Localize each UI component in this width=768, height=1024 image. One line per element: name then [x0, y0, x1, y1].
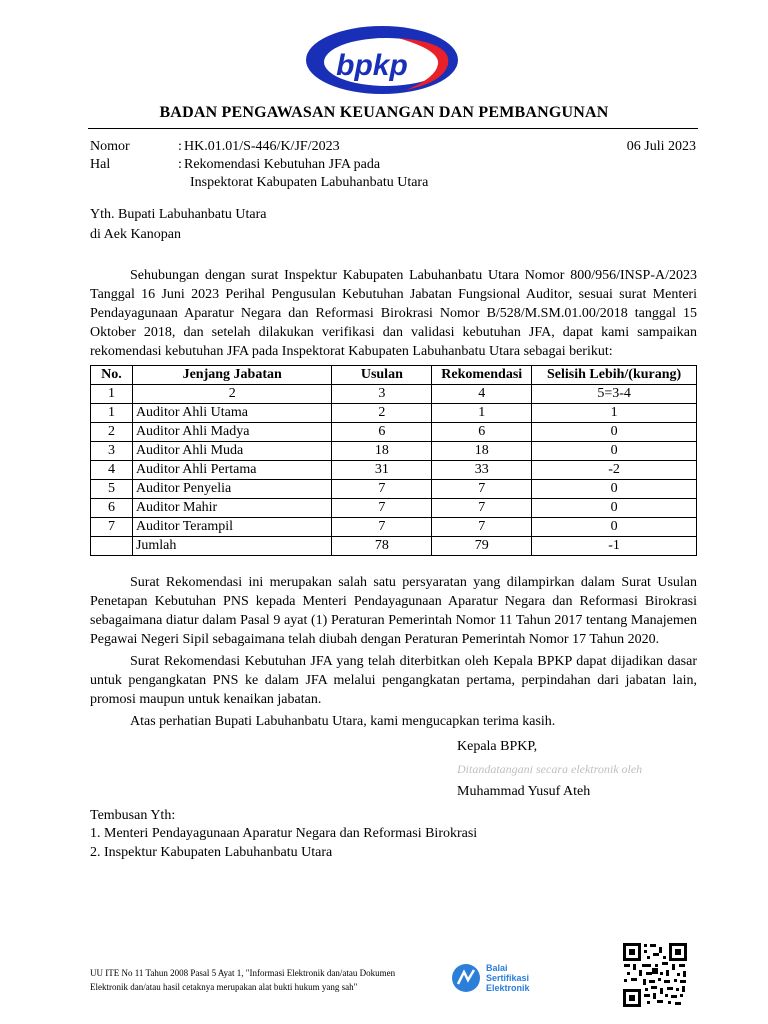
nomor-value: HK.01.01/S-446/K/JF/2023 — [184, 139, 340, 154]
cell-jenjang: Auditor Ahli Madya — [132, 423, 332, 442]
cc-item: 1. Menteri Pendayagunaan Aparatur Negara dan Reformasi Birokrasi — [90, 826, 478, 841]
table-row — [91, 404, 697, 423]
table-row — [91, 423, 697, 442]
cell-no: 2 — [91, 423, 133, 442]
cell-jenjang: Auditor Penyelia — [132, 480, 332, 499]
cc-heading: Tembusan Yth: — [90, 808, 176, 823]
header-jenjang: Jenjang Jabatan — [132, 366, 332, 385]
hal-value-line2: Inspektorat Kabupaten Labuhanbatu Utara — [190, 175, 429, 190]
table-row — [91, 480, 697, 499]
cell-no: 4 — [91, 461, 133, 480]
index-cell: 2 — [132, 385, 332, 404]
bse-logo — [448, 960, 558, 1000]
table-row — [91, 442, 697, 461]
cell-jenjang: Auditor Ahli Pertama — [132, 461, 332, 480]
cell-rekomendasi: 7 — [432, 480, 532, 499]
paragraph-usage: Surat Rekomendasi Kebutuhan JFA yang telah diterbitkan oleh Kepala BPKP dapat dijadikan dasar untuk pengangkatan PNS ke dalam JFA melalui pengangkatan pertama, perpindahan dari jabatan lain, promosi maupun untuk kenaikan jabatan. — [90, 654, 697, 707]
bse-label-3: Elektronik — [486, 983, 530, 993]
total-no — [91, 537, 133, 556]
table-index-row — [91, 385, 697, 404]
header-divider — [88, 128, 698, 129]
bse-label-1: Balai — [486, 963, 508, 973]
cell-selisih: 0 — [532, 518, 697, 537]
cell-jenjang: Auditor Ahli Utama — [132, 404, 332, 423]
cell-no: 7 — [91, 518, 133, 537]
paragraph-requirement: Surat Rekomendasi ini merupakan salah satu persyaratan yang dilampirkan dalam Surat Usulan Penetapan Kebutuhan PNS kepada Menteri Pendayagunaan Aparatur Negara dan Reformasi Birokrasi sebagaimana diatur dalam Pasal 9 ayat (1) Peraturan Pemerintah Nomor 11 Tahun 2017 tentang Manajemen Pegawai Negeri Sipil sebagaimana telah diubah dengan Peraturan Pemerintah Nomor 17 Tahun 2020. — [90, 575, 697, 647]
cell-rekomendasi: 7 — [432, 499, 532, 518]
recipient-line1: Yth. Bupati Labuhanbatu Utara — [90, 207, 267, 222]
cell-usulan: 7 — [332, 518, 432, 537]
cell-selisih: 0 — [532, 480, 697, 499]
cc-item: 2. Inspektur Kabupaten Labuhanbatu Utara — [90, 845, 333, 860]
cell-rekomendasi: 7 — [432, 518, 532, 537]
cell-jenjang: Auditor Ahli Muda — [132, 442, 332, 461]
hal-label: Hal — [90, 157, 111, 172]
table-header-row — [91, 366, 697, 385]
paragraph-intro: Sehubungan dengan surat Inspektur Kabupaten Labuhanbatu Utara Nomor 800/956/INSP-A/2023 Tanggal 16 Juni 2023 Perihal Pengusulan Kebutuhan Jabatan Fungsional Auditor, sesuai surat Menteri Pendayagunaan Aparatur Negara dan Reformasi Birokrasi Nomor B/528/M.SM.01.00/2018 tanggal 15 Oktober 2018, dan setelah dilakukan verifikasi dan validasi kebutuhan JFA, dapat kami sampaikan rekomendasi kebutuhan JFA pada Inspektorat Kabupaten Labuhanbatu Utara sebagai berikut: — [90, 268, 697, 359]
header-rekomendasi: Rekomendasi — [432, 366, 532, 385]
e-signature-note: Ditandatangani secara elektronik oleh — [457, 762, 643, 776]
header-selisih: Selisih Lebih/(kurang) — [532, 366, 697, 385]
signature-title: Kepala BPKP, — [457, 739, 538, 754]
cell-selisih: 0 — [532, 442, 697, 461]
nomor-label: Nomor — [90, 139, 130, 154]
cell-usulan: 2 — [332, 404, 432, 423]
cell-jenjang: Auditor Mahir — [132, 499, 332, 518]
bpkp-logo — [302, 20, 462, 102]
total-rekomendasi: 79 — [432, 537, 532, 556]
paragraph-closing: Atas perhatian Bupati Labuhanbatu Utara, kami mengucapkan terima kasih. — [130, 714, 556, 729]
agency-name: BADAN PENGAWASAN KEUANGAN DAN PEMBANGUNAN — [159, 104, 609, 121]
cell-usulan: 31 — [332, 461, 432, 480]
cell-usulan: 7 — [332, 499, 432, 518]
table-row — [91, 461, 697, 480]
bse-label-2: Sertifikasi — [486, 973, 530, 983]
cell-selisih: -2 — [532, 461, 697, 480]
hal-colon: : — [178, 157, 182, 172]
index-cell: 3 — [332, 385, 432, 404]
footer-legal-line1: UU ITE No 11 Tahun 2008 Pasal 5 Ayat 1, "Informasi Elektronik dan/atau Dokumen — [90, 968, 396, 978]
cell-selisih: 0 — [532, 423, 697, 442]
index-cell: 4 — [432, 385, 532, 404]
index-cell: 1 — [91, 385, 133, 404]
index-cell: 5=3-4 — [532, 385, 697, 404]
logo-text: bpkp — [336, 49, 408, 82]
cell-no: 3 — [91, 442, 133, 461]
cell-usulan: 7 — [332, 480, 432, 499]
cell-rekomendasi: 33 — [432, 461, 532, 480]
table-row — [91, 499, 697, 518]
cell-selisih: 1 — [532, 404, 697, 423]
jfa-table — [90, 365, 697, 556]
total-label: Jumlah — [132, 537, 332, 556]
cell-usulan: 18 — [332, 442, 432, 461]
signatory-name: Muhammad Yusuf Ateh — [457, 784, 591, 799]
cell-jenjang: Auditor Terampil — [132, 518, 332, 537]
cell-no: 1 — [91, 404, 133, 423]
cell-selisih: 0 — [532, 499, 697, 518]
cell-rekomendasi: 1 — [432, 404, 532, 423]
footer-legal-line2: Elektronik dan/atau hasil cetaknya merupakan alat bukti hukum yang sah" — [90, 982, 358, 992]
cell-no: 6 — [91, 499, 133, 518]
total-selisih: -1 — [532, 537, 697, 556]
table-row — [91, 518, 697, 537]
cell-no: 5 — [91, 480, 133, 499]
header-usulan: Usulan — [332, 366, 432, 385]
recipient-line2: di Aek Kanopan — [90, 227, 181, 242]
total-usulan: 78 — [332, 537, 432, 556]
letter-date: 06 Juli 2023 — [626, 139, 696, 154]
cell-usulan: 6 — [332, 423, 432, 442]
hal-value-line1: Rekomendasi Kebutuhan JFA pada — [184, 157, 381, 172]
cell-rekomendasi: 6 — [432, 423, 532, 442]
nomor-colon: : — [178, 139, 182, 154]
qr-code-icon — [622, 942, 688, 1008]
header-no: No. — [91, 366, 133, 385]
table-total-row — [91, 537, 697, 556]
cell-rekomendasi: 18 — [432, 442, 532, 461]
